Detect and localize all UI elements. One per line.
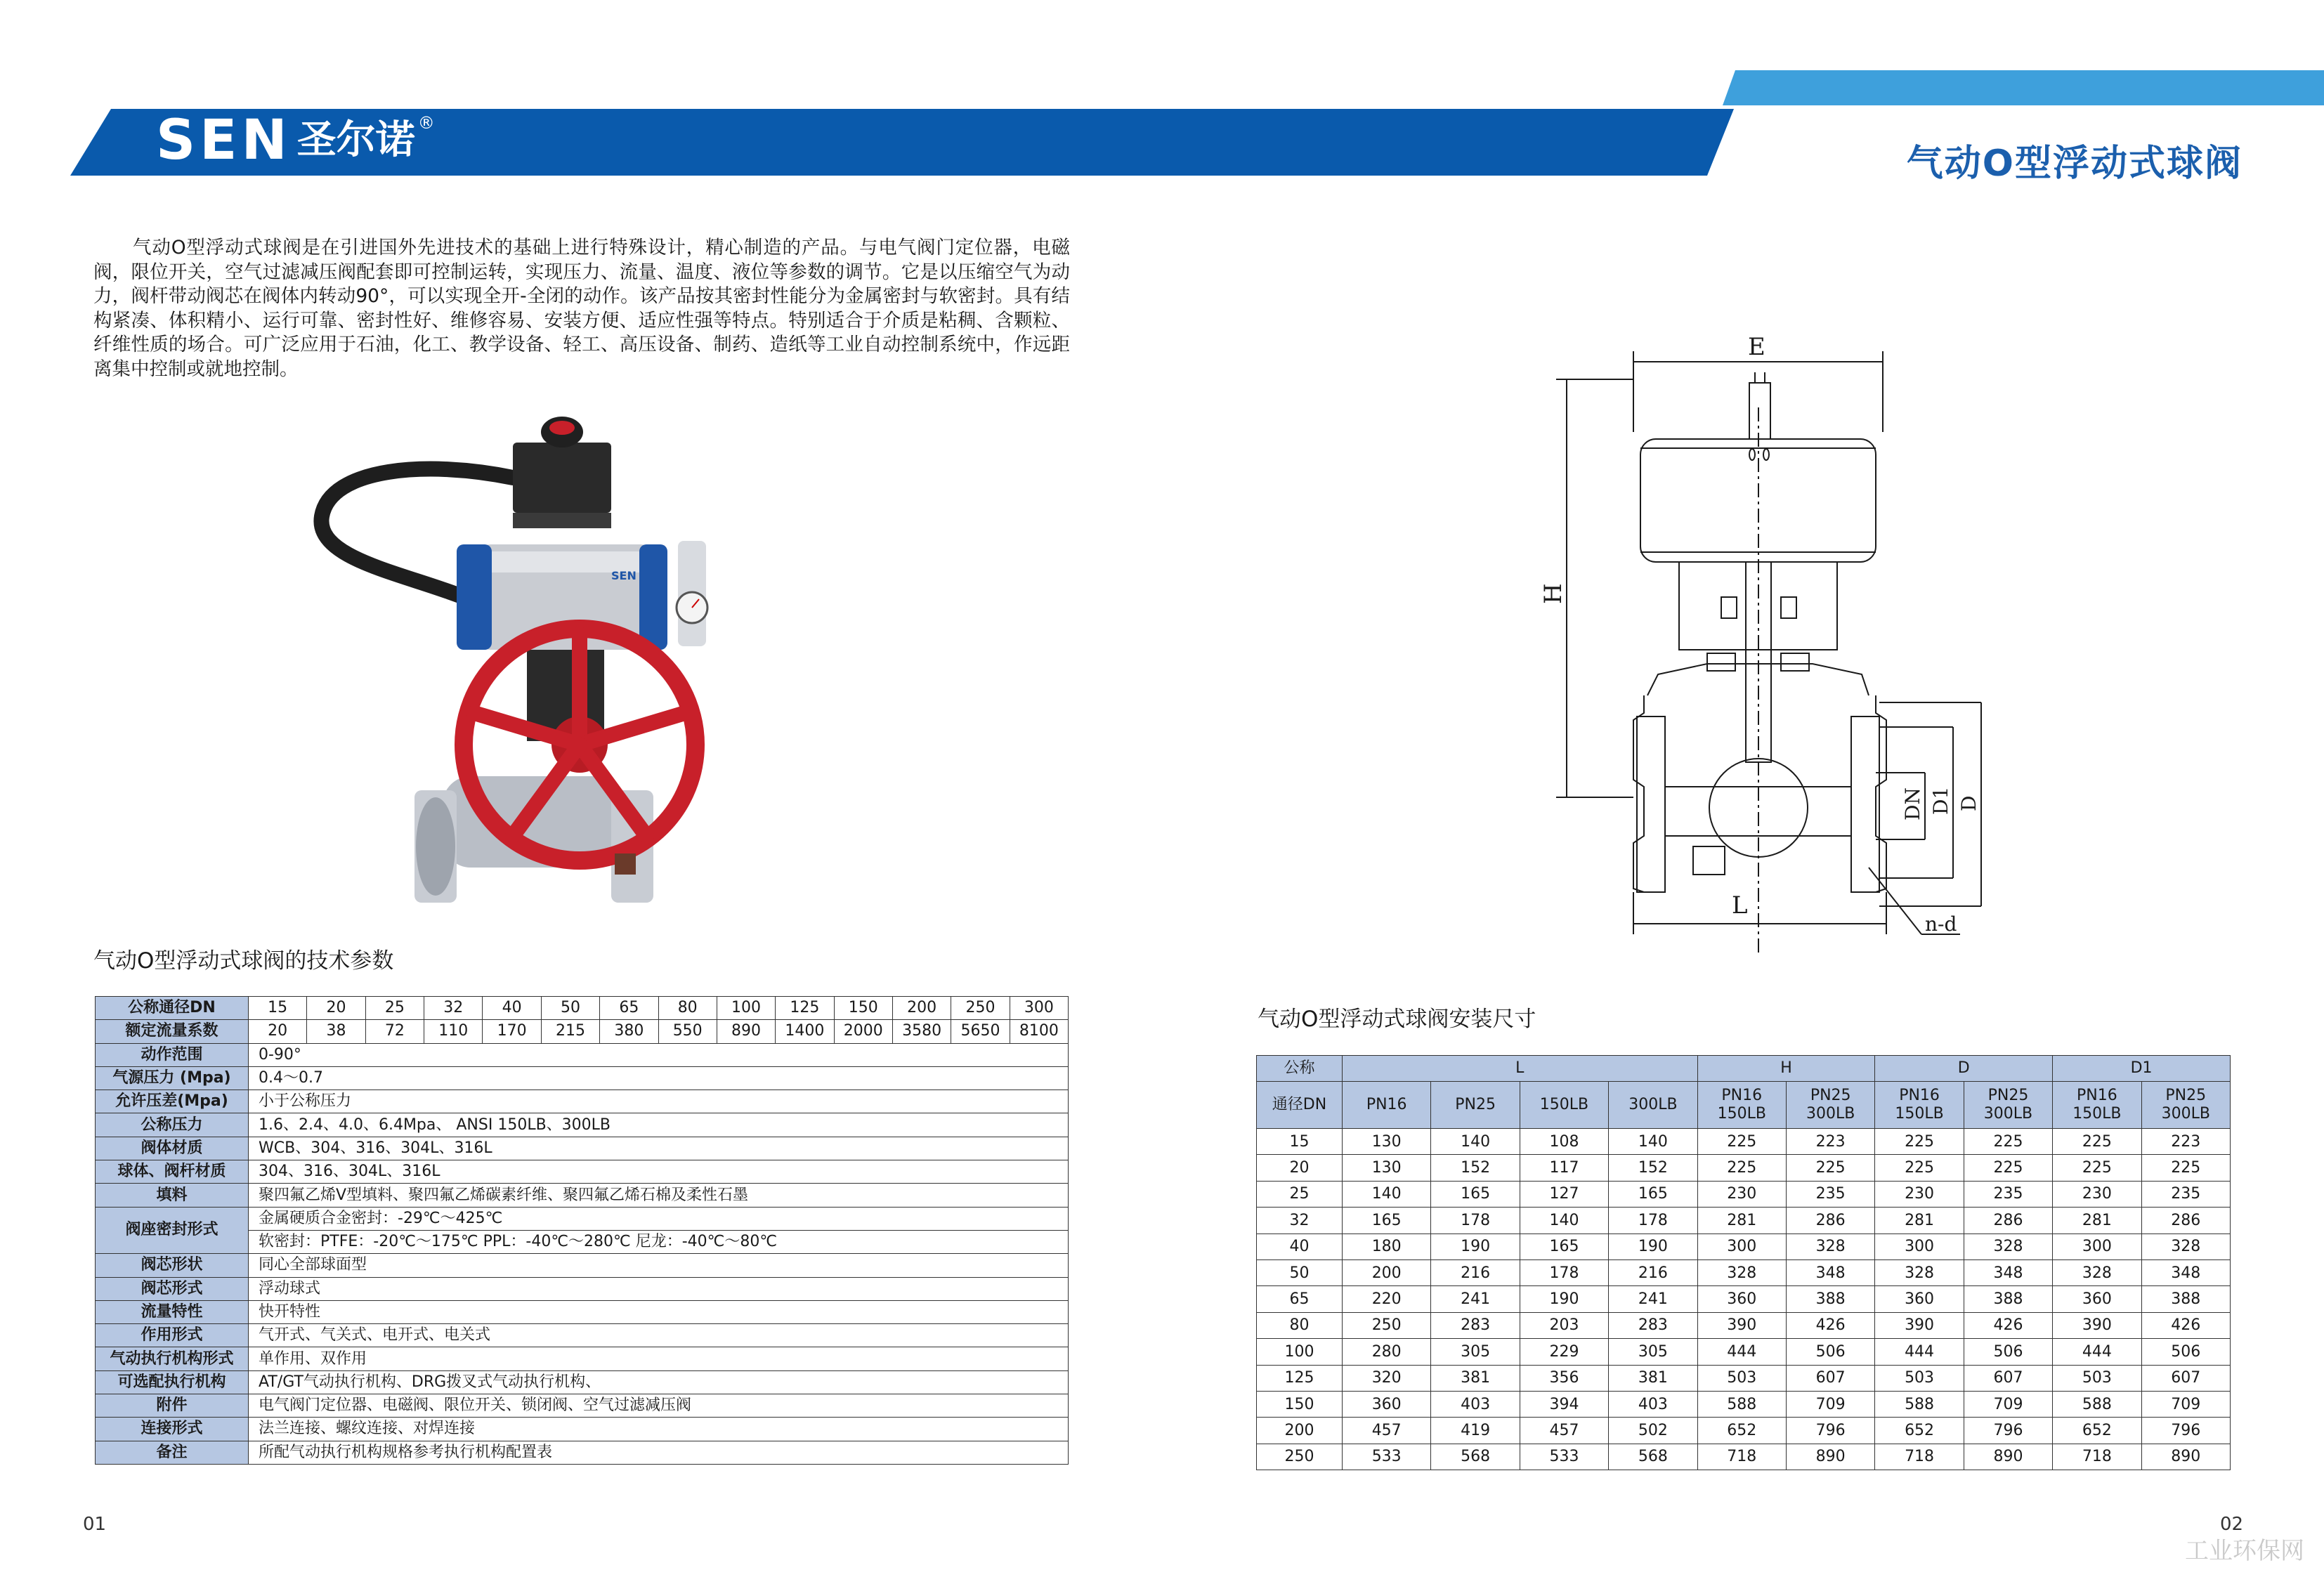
sub-label: 300LB [1806, 1105, 1855, 1123]
dim-cell: 506 [1786, 1339, 1874, 1365]
dimension-drawing [1532, 323, 2009, 955]
dn-cell: 150 [1257, 1391, 1343, 1417]
spec-label: 公称压力 [96, 1113, 249, 1137]
dim-cell: 444 [2053, 1339, 2141, 1365]
sub-label: 150LB [1539, 1096, 1589, 1113]
flow-cell: 2000 [834, 1020, 892, 1043]
dim-cell: 328 [1786, 1234, 1874, 1259]
page-number-right: 02 [2220, 1514, 2244, 1535]
dim-cell: 394 [1520, 1391, 1608, 1417]
dim-cell: 305 [1609, 1339, 1697, 1365]
dn-cell: 250 [951, 997, 1010, 1020]
dims-table-title: 气动O型浮动式球阀安装尺寸 [1258, 1007, 1536, 1032]
dims-sub-header [1875, 1082, 1964, 1129]
dim-cell: 281 [1697, 1208, 1786, 1234]
spec-value: 0.4～0.7 [249, 1066, 1069, 1089]
sub-label: PN16 [1721, 1087, 1763, 1104]
spec-value: 快开特性 [249, 1300, 1069, 1323]
dim-cell: 200 [1343, 1259, 1431, 1285]
dim-cell: 225 [1697, 1129, 1786, 1155]
spec-value: WCB、304、316、304L、316L [249, 1137, 1069, 1160]
flow-cell: 8100 [1010, 1020, 1068, 1043]
sub-label: 300LB [2161, 1105, 2210, 1123]
flow-cell: 170 [483, 1020, 541, 1043]
dim-cell: 328 [2141, 1234, 2230, 1259]
dn-cell: 125 [776, 997, 834, 1020]
dim-cell: 348 [1964, 1259, 2052, 1285]
spec-row [96, 1090, 1069, 1113]
dims-sub-header [1343, 1082, 1431, 1129]
label-l: L [1732, 891, 1748, 920]
spec-label: 填料 [96, 1184, 249, 1207]
spec-value: 金属硬质合金密封：-29℃～425℃ [249, 1207, 1069, 1230]
dn-cell: 300 [1010, 997, 1068, 1020]
spec-label: 阀座密封形式 [96, 1207, 249, 1254]
dim-cell: 130 [1343, 1155, 1431, 1181]
spec-label: 球体、阀杆材质 [96, 1160, 249, 1184]
dim-cell: 127 [1520, 1181, 1608, 1207]
spec-value: AT/GT气动执行机构、DRG拨叉式气动执行机构、 [249, 1370, 1069, 1394]
dims-body [1257, 1129, 2231, 1470]
dim-cell: 140 [1520, 1208, 1608, 1234]
dim-cell: 283 [1609, 1312, 1697, 1338]
spec-label: 备注 [96, 1441, 249, 1464]
dim-cell: 190 [1609, 1234, 1697, 1259]
dim-cell: 381 [1431, 1365, 1520, 1391]
dim-cell: 568 [1609, 1444, 1697, 1470]
dn-cell: 65 [600, 997, 658, 1020]
dims-sub-header [1786, 1082, 1874, 1129]
sub-label: PN25 [1810, 1087, 1851, 1104]
sub-label: PN16 [1899, 1087, 1940, 1104]
dim-cell: 348 [2141, 1259, 2230, 1285]
dn-cell: 25 [1257, 1181, 1343, 1207]
table-row [1257, 1339, 2231, 1365]
spec-label: 流量特性 [96, 1300, 249, 1323]
spec-label: 连接形式 [96, 1418, 249, 1441]
dim-cell: 216 [1609, 1259, 1697, 1285]
spec-row [96, 1300, 1069, 1323]
dim-cell: 360 [1343, 1391, 1431, 1417]
dim-cell: 235 [1964, 1181, 2052, 1207]
flow-cell: 110 [424, 1020, 483, 1043]
table-row [1257, 1444, 2231, 1470]
dim-cell: 444 [1697, 1339, 1786, 1365]
dim-cell: 165 [1609, 1181, 1697, 1207]
spec-table [95, 996, 1069, 1465]
dim-cell: 283 [1431, 1312, 1520, 1338]
flow-label: 额定流量系数 [96, 1020, 249, 1043]
flow-cell: 3580 [892, 1020, 951, 1043]
logo-chinese: 圣尔诺 [296, 117, 415, 163]
dim-cell: 281 [1875, 1208, 1964, 1234]
dim-cell: 180 [1343, 1234, 1431, 1259]
dim-cell: 506 [1964, 1339, 2052, 1365]
dim-cell: 178 [1609, 1208, 1697, 1234]
dim-cell: 320 [1343, 1365, 1431, 1391]
dims-group-header: H [1697, 1056, 1875, 1082]
dim-cell: 225 [2053, 1155, 2141, 1181]
dim-cell: 328 [2053, 1259, 2141, 1285]
dims-sub-header [1697, 1082, 1786, 1129]
dim-cell: 178 [1431, 1208, 1520, 1234]
dim-cell: 230 [2053, 1181, 2141, 1207]
spec-value: 单作用、双作用 [249, 1347, 1069, 1370]
spec-value: 浮动球式 [249, 1277, 1069, 1300]
dim-cell: 390 [1875, 1312, 1964, 1338]
table-row [1257, 1234, 2231, 1259]
dim-cell: 241 [1431, 1286, 1520, 1312]
dim-cell: 140 [1431, 1129, 1520, 1155]
spec-label: 动作范围 [96, 1043, 249, 1066]
dim-cell: 286 [1964, 1208, 2052, 1234]
dn-cell: 40 [1257, 1234, 1343, 1259]
dims-header-tongjing: 通径DN [1257, 1082, 1343, 1129]
spec-value: 气开式、气关式、电开式、电关式 [249, 1324, 1069, 1347]
dim-cell: 225 [2053, 1129, 2141, 1155]
spec-dn-row [96, 997, 1069, 1020]
flow-cell: 550 [658, 1020, 717, 1043]
sub-label: 300LB [1983, 1105, 2033, 1123]
dim-cell: 286 [2141, 1208, 2230, 1234]
dims-header-gongcheng: 公称 [1257, 1056, 1343, 1082]
dims-sub-row [1257, 1082, 2231, 1129]
dim-cell: 223 [2141, 1129, 2230, 1155]
dim-cell: 230 [1697, 1181, 1786, 1207]
flow-cell: 380 [600, 1020, 658, 1043]
dim-cell: 225 [1964, 1155, 2052, 1181]
spec-row [96, 1184, 1069, 1207]
sub-label: PN25 [1455, 1096, 1496, 1113]
table-row [1257, 1181, 2231, 1207]
spec-label: 可选配执行机构 [96, 1370, 249, 1394]
spec-value: 聚四氟乙烯V型填料、聚四氟乙烯碳素纤维、聚四氟乙烯石棉及柔性石墨 [249, 1184, 1069, 1207]
dims-sub-header [2141, 1082, 2230, 1129]
dn-cell: 20 [1257, 1155, 1343, 1181]
dim-cell: 203 [1520, 1312, 1608, 1338]
dims-group-header: L [1343, 1056, 1698, 1082]
spec-row [96, 1160, 1069, 1184]
dim-cell: 503 [1875, 1365, 1964, 1391]
dims-sub-header [1609, 1082, 1697, 1129]
dim-cell: 503 [2053, 1365, 2141, 1391]
dim-cell: 300 [1697, 1234, 1786, 1259]
spec-value: 0-90° [249, 1043, 1069, 1066]
dims-group-header: D [1875, 1056, 2053, 1082]
spec-value: 软密封：PTFE：-20℃～175℃ PPL：-40℃～280℃ 尼龙：-40℃～80℃ [249, 1230, 1069, 1253]
watermark: 工业环保网 [2185, 1537, 2304, 1565]
table-row [1257, 1391, 2231, 1417]
dim-cell: 348 [1786, 1259, 1874, 1285]
logo-latin: SEN [156, 109, 292, 172]
dim-cell: 533 [1343, 1444, 1431, 1470]
dim-cell: 502 [1609, 1418, 1697, 1444]
dim-cell: 165 [1520, 1234, 1608, 1259]
dim-cell: 152 [1431, 1155, 1520, 1181]
spec-row-seal [96, 1207, 1069, 1230]
dim-cell: 216 [1431, 1259, 1520, 1285]
label-h: H [1539, 583, 1567, 604]
dim-cell: 709 [2141, 1391, 2230, 1417]
dim-cell: 652 [2053, 1418, 2141, 1444]
dim-cell: 796 [1786, 1418, 1874, 1444]
dim-cell: 165 [1431, 1181, 1520, 1207]
dim-cell: 718 [1875, 1444, 1964, 1470]
spec-label: 作用形式 [96, 1324, 249, 1347]
dims-sub-header [1431, 1082, 1520, 1129]
table-row [1257, 1418, 2231, 1444]
spec-label: 允许压差(Mpa) [96, 1090, 249, 1113]
spec-label: 阀芯形状 [96, 1254, 249, 1277]
dim-cell: 588 [1697, 1391, 1786, 1417]
flow-cell: 20 [249, 1020, 307, 1043]
dim-cell: 229 [1520, 1339, 1608, 1365]
spec-label: 阀芯形式 [96, 1277, 249, 1300]
dim-cell: 328 [1697, 1259, 1786, 1285]
dn-cell: 200 [1257, 1418, 1343, 1444]
dim-cell: 225 [1875, 1129, 1964, 1155]
table-row [1257, 1155, 2231, 1181]
spec-value: 法兰连接、螺纹连接、对焊连接 [249, 1418, 1069, 1441]
spec-value: 所配气动执行机构规格参考执行机构配置表 [249, 1441, 1069, 1464]
dim-cell: 360 [2053, 1286, 2141, 1312]
flow-cell: 38 [307, 1020, 365, 1043]
brand-logo [156, 109, 435, 172]
spec-row [96, 1324, 1069, 1347]
dim-cell: 360 [1697, 1286, 1786, 1312]
dim-cell: 225 [1964, 1129, 2052, 1155]
dim-cell: 390 [1697, 1312, 1786, 1338]
dim-cell: 426 [2141, 1312, 2230, 1338]
dim-cell: 403 [1609, 1391, 1697, 1417]
sub-label: PN25 [2165, 1087, 2207, 1104]
sub-label: 150LB [1717, 1105, 1766, 1123]
spec-row [96, 1137, 1069, 1160]
spec-row [96, 1113, 1069, 1137]
dn-cell: 65 [1257, 1286, 1343, 1312]
dim-cell: 225 [1875, 1155, 1964, 1181]
sub-label: PN16 [2077, 1087, 2117, 1104]
spec-row [96, 1394, 1069, 1418]
dim-cell: 235 [1786, 1181, 1874, 1207]
dim-cell: 280 [1343, 1339, 1431, 1365]
dim-cell: 130 [1343, 1129, 1431, 1155]
dim-cell: 568 [1431, 1444, 1520, 1470]
flow-cell: 72 [365, 1020, 424, 1043]
dims-group-row [1257, 1056, 2231, 1082]
dim-cell: 652 [1875, 1418, 1964, 1444]
flow-cell: 890 [717, 1020, 775, 1043]
dim-cell: 403 [1431, 1391, 1520, 1417]
dim-cell: 588 [1875, 1391, 1964, 1417]
spec-label: 附件 [96, 1394, 249, 1418]
dim-cell: 503 [1697, 1365, 1786, 1391]
dim-cell: 390 [2053, 1312, 2141, 1338]
dim-cell: 388 [2141, 1286, 2230, 1312]
dim-cell: 388 [1786, 1286, 1874, 1312]
dim-cell: 388 [1964, 1286, 2052, 1312]
dn-cell: 80 [1257, 1312, 1343, 1338]
spec-row [96, 1066, 1069, 1089]
spec-flow-row [96, 1020, 1069, 1043]
dim-cell: 709 [1964, 1391, 2052, 1417]
dim-cell: 796 [2141, 1418, 2230, 1444]
spec-label: 气动执行机构形式 [96, 1347, 249, 1370]
dim-cell: 241 [1609, 1286, 1697, 1312]
spec-row [96, 1277, 1069, 1300]
dim-cell: 220 [1343, 1286, 1431, 1312]
dim-cell: 796 [1964, 1418, 2052, 1444]
dim-cell: 235 [2141, 1181, 2230, 1207]
dim-cell: 328 [1875, 1259, 1964, 1285]
dim-cell: 718 [2053, 1444, 2141, 1470]
dim-cell: 190 [1520, 1286, 1608, 1312]
dim-cell: 328 [1964, 1234, 2052, 1259]
dim-cell: 225 [1786, 1155, 1874, 1181]
dim-cell: 381 [1609, 1365, 1697, 1391]
dim-cell: 356 [1520, 1365, 1608, 1391]
dim-cell: 225 [1697, 1155, 1786, 1181]
label-d: D [1957, 795, 1980, 811]
dim-cell: 890 [1786, 1444, 1874, 1470]
dn-cell: 32 [1257, 1208, 1343, 1234]
dn-cell: 40 [483, 997, 541, 1020]
dim-cell: 588 [2053, 1391, 2141, 1417]
sub-label: 150LB [1895, 1105, 1944, 1123]
label-e: E [1748, 333, 1765, 361]
page-number-left: 01 [83, 1514, 107, 1535]
sub-label: PN16 [1366, 1096, 1407, 1113]
dim-cell: 607 [1786, 1365, 1874, 1391]
spec-label: 阀体材质 [96, 1137, 249, 1160]
page-title: 气动O型浮动式球阀 [1906, 143, 2243, 185]
dim-cell: 250 [1343, 1312, 1431, 1338]
dn-cell: 15 [249, 997, 307, 1020]
table-row [1257, 1286, 2231, 1312]
dim-cell: 360 [1875, 1286, 1964, 1312]
dn-cell: 20 [307, 997, 365, 1020]
table-row [1257, 1129, 2231, 1155]
sub-label: PN25 [1987, 1087, 2029, 1104]
product-photo [302, 411, 752, 917]
label-nd: n-d [1925, 912, 1957, 936]
dim-cell: 426 [1786, 1312, 1874, 1338]
dn-cell: 100 [1257, 1339, 1343, 1365]
dim-cell: 607 [1964, 1365, 2052, 1391]
spec-value: 304、316、304L、316L [249, 1160, 1069, 1184]
spec-value: 电气阀门定位器、电磁阀、限位开关、锁闭阀、空气过滤减压阀 [249, 1394, 1069, 1418]
dim-cell: 178 [1520, 1259, 1608, 1285]
dn-cell: 50 [1257, 1259, 1343, 1285]
spec-row [96, 1441, 1069, 1464]
registered-mark: ® [417, 113, 435, 133]
dim-cell: 457 [1343, 1418, 1431, 1444]
dim-cell: 152 [1609, 1155, 1697, 1181]
dim-cell: 281 [2053, 1208, 2141, 1234]
dim-cell: 607 [2141, 1365, 2230, 1391]
dims-sub-header [1964, 1082, 2052, 1129]
dim-cell: 140 [1609, 1129, 1697, 1155]
dim-cell: 300 [1875, 1234, 1964, 1259]
dims-table [1256, 1055, 2231, 1470]
dim-cell: 117 [1520, 1155, 1608, 1181]
sub-label: 150LB [2072, 1105, 2122, 1123]
dn-cell: 80 [658, 997, 717, 1020]
dim-cell: 223 [1786, 1129, 1874, 1155]
spec-row [96, 1254, 1069, 1277]
dn-cell: 200 [892, 997, 951, 1020]
dim-cell: 286 [1786, 1208, 1874, 1234]
dim-cell: 890 [2141, 1444, 2230, 1470]
dim-cell: 709 [1786, 1391, 1874, 1417]
label-d1: D1 [1929, 786, 1952, 815]
dn-label: 公称通径DN [96, 997, 249, 1020]
dn-cell: 32 [424, 997, 483, 1020]
dim-cell: 533 [1520, 1444, 1608, 1470]
spec-table-title: 气动O型浮动式球阀的技术参数 [93, 948, 394, 974]
table-row [1257, 1365, 2231, 1391]
flow-cell: 215 [541, 1020, 599, 1043]
dim-cell: 190 [1431, 1234, 1520, 1259]
dn-cell: 100 [717, 997, 775, 1020]
flow-cell: 1400 [776, 1020, 834, 1043]
dim-cell: 890 [1964, 1444, 2052, 1470]
dim-cell: 108 [1520, 1129, 1608, 1155]
spec-row [96, 1418, 1069, 1441]
dn-cell: 15 [1257, 1129, 1343, 1155]
spec-value: 同心全部球面型 [249, 1254, 1069, 1277]
dim-cell: 652 [1697, 1418, 1786, 1444]
spec-row [96, 1043, 1069, 1066]
table-row [1257, 1259, 2231, 1285]
dim-cell: 230 [1875, 1181, 1964, 1207]
intro-paragraph: 气动O型浮动式球阀是在引进国外先进技术的基础上进行特殊设计，精心制造的产品。与电气阀门定位器，电磁阀，限位开关，空气过滤减压阀配套即可控制运转，实现压力、流量、温度、液位等参数的调节。它是以压缩空气为动力，阀杆带动阀芯在阀体内转动90°，可以实现全开-全闭的动作。该产品按其密封性能分为金属密封与软密封。具有结构紧凑、体积精小、运行可靠、密封性好、维修容易、安装方便、适应性强等特点。特别适合于介质是粘稠、含颗粒、纤维性质的场合。可广泛应用于石油，化工、教学设备、轻工、高压设备、制药、造纸等工业自动控制系统中，作远距离集中控制或就地控制。 [93, 237, 1070, 380]
flow-cell: 5650 [951, 1020, 1010, 1043]
spec-row [96, 1370, 1069, 1394]
actuator-badge: SEN [611, 569, 637, 582]
dn-cell: 25 [365, 997, 424, 1020]
dn-cell: 50 [541, 997, 599, 1020]
dn-cell: 250 [1257, 1444, 1343, 1470]
dims-sub-header [1520, 1082, 1608, 1129]
dim-cell: 300 [2053, 1234, 2141, 1259]
table-row [1257, 1208, 2231, 1234]
dim-cell: 426 [1964, 1312, 2052, 1338]
dim-cell: 419 [1431, 1418, 1520, 1444]
dims-group-header: D1 [2053, 1056, 2231, 1082]
spec-value: 小于公称压力 [249, 1090, 1069, 1113]
sub-label: 300LB [1628, 1096, 1678, 1113]
spec-row [96, 1347, 1069, 1370]
dn-cell: 150 [834, 997, 892, 1020]
dim-cell: 225 [2141, 1155, 2230, 1181]
dim-cell: 305 [1431, 1339, 1520, 1365]
spec-label: 气源压力 (Mpa) [96, 1066, 249, 1089]
dim-cell: 444 [1875, 1339, 1964, 1365]
dim-cell: 718 [1697, 1444, 1786, 1470]
dim-cell: 165 [1343, 1208, 1431, 1234]
table-row [1257, 1312, 2231, 1338]
header-accent-band [1723, 70, 2324, 105]
dim-cell: 506 [2141, 1339, 2230, 1365]
dims-sub-header [2053, 1082, 2141, 1129]
dn-cell: 125 [1257, 1365, 1343, 1391]
dim-cell: 140 [1343, 1181, 1431, 1207]
spec-value: 1.6、2.4、4.0、6.4Mpa、 ANSI 150LB、300LB [249, 1113, 1069, 1137]
label-dn: DN [1901, 787, 1924, 820]
dim-cell: 457 [1520, 1418, 1608, 1444]
